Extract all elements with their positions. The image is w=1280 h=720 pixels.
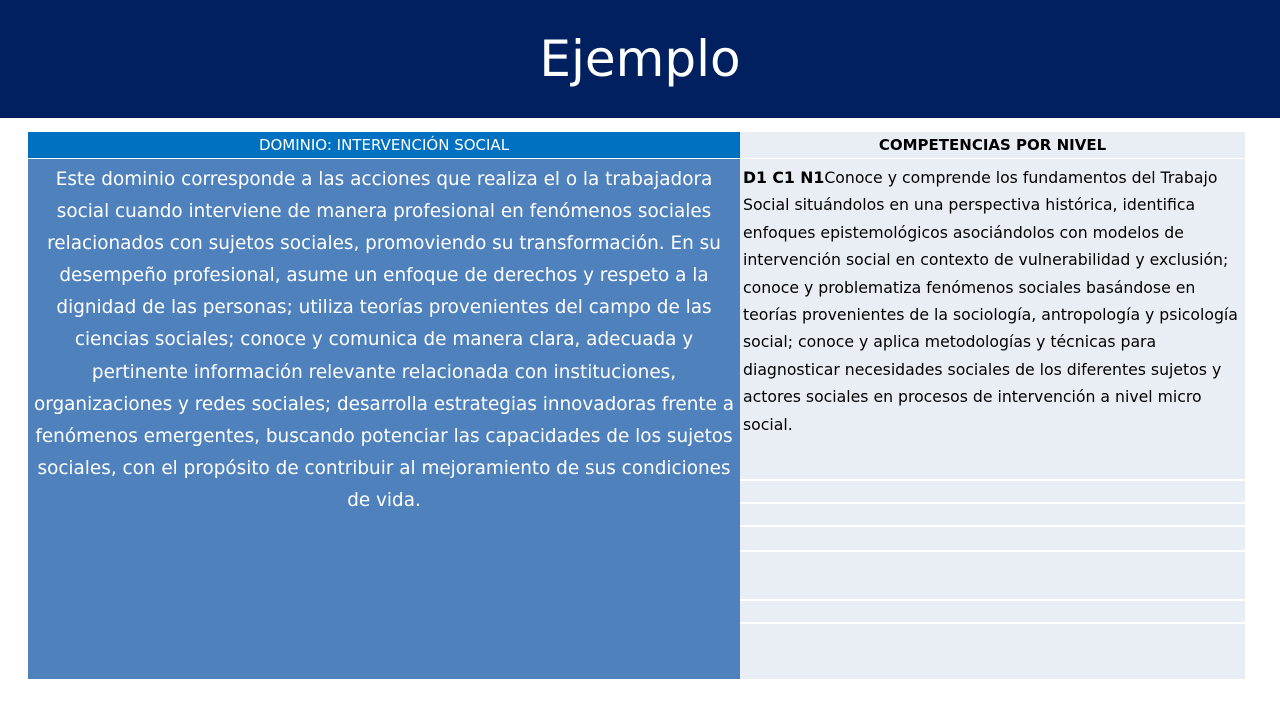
empty-row-divider (740, 622, 1245, 624)
empty-row-divider (740, 502, 1245, 504)
competency-description (743, 164, 1243, 438)
domain-table (28, 132, 1245, 679)
competency-text: Conoce y comprende los fundamentos del Trabajo Social situándolos en una perspectiva histórica, identifica enfoques epistemológicos asociándolos con modelos de intervención social en contexto de vulnerabilidad y exclusión; conoce y problematiza fenómenos sociales basándose en teorías provenientes de la sociología, antropología y psicología social; conoce y aplica metodologías y técnicas para diagnosticar necesidades sociales de los diferentes sujetos y actores sociales en procesos de intervención a nivel micro social. (743, 168, 1238, 434)
empty-row-divider (740, 599, 1245, 601)
domain-description: Este dominio corresponde a las acciones que realiza el o la trabajadora social cuando interviene de manera profesional en fenómenos sociales relacionados con sujetos sociales, promoviendo su transformación. En su desempeño profesional, asume un enfoque de derechos y respeto a la dignidad de las personas; utiliza teorías provenientes del campo de las ciencias sociales; conoce y comunica de manera clara, adecuada y pertinente información relevante relacionada con instituciones, organizaciones y redes sociales; desarrolla estrategias innovadoras frente a fenómenos emergentes, buscando potenciar las capacidades de los sujetos sociales, con el propósito de contribuir al mejoramiento de sus condiciones de vida. (34, 169, 734, 511)
domain-description-cell (28, 158, 740, 679)
empty-row-divider (740, 479, 1245, 481)
competencies-header: COMPETENCIAS POR NIVEL (740, 132, 1245, 158)
competency-code: D1 C1 N1 (743, 168, 825, 187)
domain-header: DOMINIO: INTERVENCIÓN SOCIAL (28, 132, 740, 158)
slide-title: Ejemplo (539, 30, 741, 88)
empty-row-divider (740, 550, 1245, 552)
empty-row-divider (740, 525, 1245, 527)
